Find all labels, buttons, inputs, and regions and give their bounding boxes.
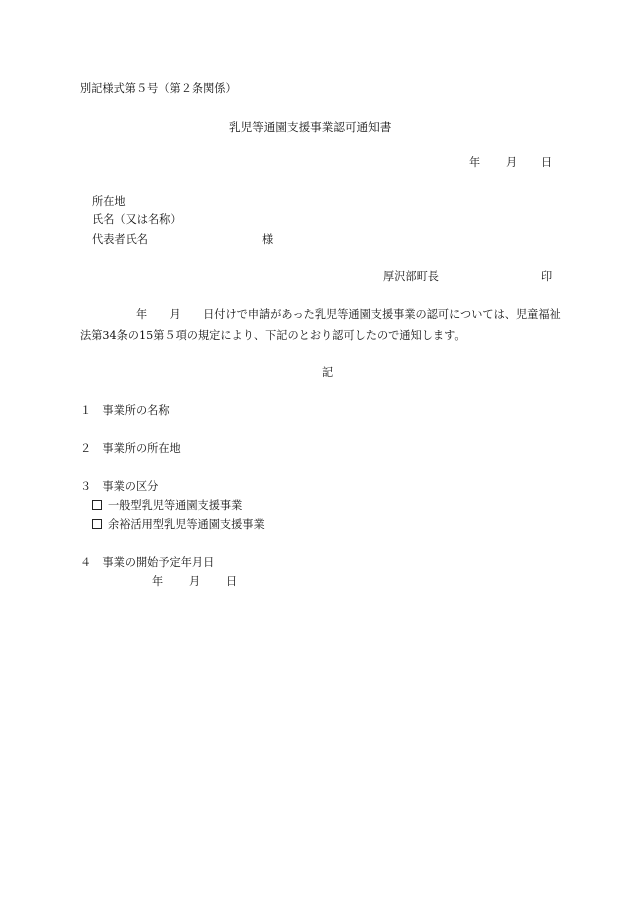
addressee-location-label: 所在地 (92, 195, 126, 208)
issue-date-month: 月 (506, 156, 518, 169)
issuer-seal: 印 (541, 270, 553, 283)
addressee-honorific: 様 (262, 233, 274, 246)
category-option-spare-capacity (92, 519, 265, 530)
document-title: 乳児等通園支援事業認可通知書 (229, 120, 392, 134)
issue-date-year: 年 (469, 156, 481, 169)
body-paragraph: 年 月 日付けで申請があった乳児等通園支援事業の認可については、児童福祉法第34条の15第５項の規定により、下記のとおり認可したので通知します。 (80, 308, 561, 342)
addressee-name-label: 氏名（又は名称） (92, 213, 182, 226)
category-option-general-label: 一般型乳児等通園支援事業 (108, 499, 243, 512)
issue-date-day: 日 (541, 156, 553, 169)
addressee-representative-label: 代表者氏名 (92, 233, 148, 246)
form-label: 別記様式第５号（第２条関係） (80, 82, 237, 95)
issuer-title: 厚沢部町長 (383, 270, 439, 283)
checkbox-icon (92, 500, 102, 510)
item-4-start-date: ４ 事業の開始予定年月日 (80, 556, 215, 569)
category-option-general (92, 500, 242, 511)
start-date-day: 日 (226, 575, 238, 588)
start-date-month: 月 (189, 575, 201, 588)
item-3-business-category: ３ 事業の区分 (80, 480, 159, 493)
ki-heading: 記 (322, 366, 334, 379)
start-date-year: 年 (152, 575, 164, 588)
item-2-business-location: ２ 事業所の所在地 (80, 442, 181, 455)
item-1-business-name: １ 事業所の名称 (80, 404, 170, 417)
checkbox-icon (92, 519, 102, 529)
category-option-spare-capacity-label: 余裕活用型乳児等通園支援事業 (108, 518, 265, 531)
